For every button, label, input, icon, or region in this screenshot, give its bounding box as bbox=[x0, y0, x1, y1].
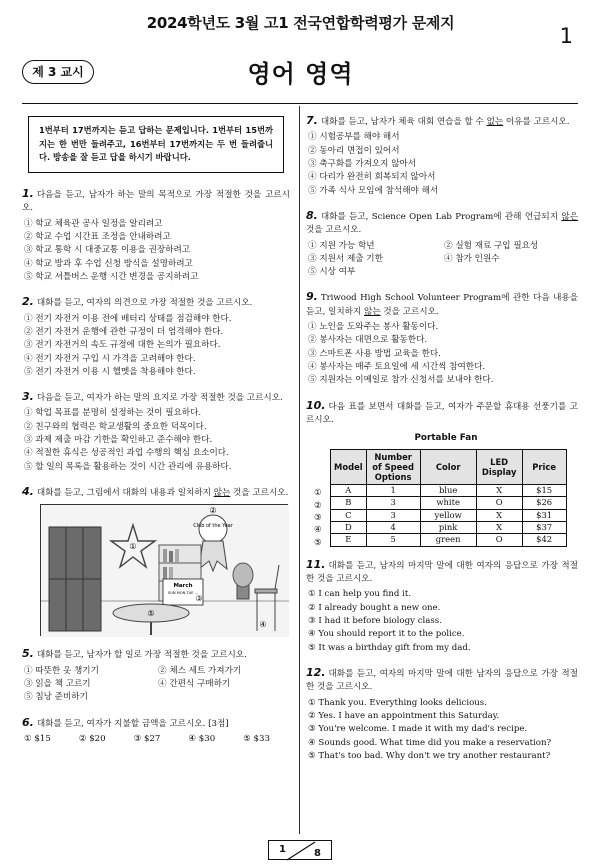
locker-icon bbox=[49, 527, 101, 631]
question-number: 7. bbox=[306, 114, 318, 127]
question-9 bbox=[306, 288, 578, 387]
option[interactable]: ③ $27 bbox=[133, 733, 161, 744]
question-number: 10. bbox=[306, 398, 326, 412]
option[interactable]: ② 전기 자전거 운행에 관한 규정이 더 엄격해야 한다. bbox=[24, 326, 224, 337]
option[interactable]: ③ You're welcome. I made it with my dad's recipe. bbox=[308, 724, 528, 735]
question-text: 대화를 듣고, 남자가 체육 대회 연습을 할 수 bbox=[320, 117, 487, 127]
question-1 bbox=[22, 185, 290, 284]
question-3 bbox=[22, 388, 290, 474]
question-text: 대화를 듣고, 그림에서 대화의 내용과 일치하지 bbox=[36, 488, 214, 498]
question-number: 6. bbox=[22, 715, 34, 729]
fan-table-wrap bbox=[306, 449, 578, 547]
table-mark: ⑤ bbox=[147, 609, 155, 619]
question-number: 1. bbox=[22, 187, 34, 201]
underlined-word: 없는 bbox=[486, 117, 504, 127]
question-number: 4. bbox=[22, 485, 34, 498]
calendar-month: March bbox=[173, 583, 193, 590]
row-option-mark[interactable]: ② bbox=[314, 500, 322, 511]
question-10 bbox=[306, 397, 578, 547]
row-option-mark[interactable]: ③ bbox=[314, 512, 322, 523]
question-text: 대화를 듣고, 여자의 의견으로 가장 적절한 것을 고르시오. bbox=[36, 298, 253, 309]
table-cell: green bbox=[420, 534, 476, 546]
option[interactable]: ④ 전기 자전거 구입 시 가격을 고려해야 한다. bbox=[24, 353, 196, 364]
option[interactable]: ② $20 bbox=[78, 733, 106, 744]
option[interactable]: ① 노인을 도와주는 봉사 활동이다. bbox=[308, 322, 439, 333]
table-cell: O bbox=[476, 534, 522, 546]
question-text: 대화를 듣고, Science Open Lab Program에 관해 언급되지 bbox=[320, 211, 562, 222]
col-header-model: Model bbox=[331, 449, 367, 484]
option[interactable]: ② 친구와의 협력은 학교생활의 중요한 덕목이다. bbox=[24, 421, 207, 432]
option[interactable]: ① Thank you. Everything looks delicious. bbox=[308, 697, 487, 708]
question-number: 5. bbox=[22, 647, 34, 661]
question-text-end: 것을 고르시오. bbox=[230, 488, 289, 498]
option[interactable]: ④ 다리가 완전히 회복되지 않아서 bbox=[308, 172, 436, 183]
row-option-mark[interactable]: ① bbox=[314, 487, 322, 498]
question-8 bbox=[306, 207, 578, 280]
calendar-mark: ③ bbox=[195, 594, 203, 604]
option[interactable]: ① 학업 목표를 분명히 설정하는 것이 필요하다. bbox=[24, 408, 202, 419]
illustration-svg bbox=[41, 505, 289, 637]
option[interactable]: ⑤ 전기 자전거 이용 시 헬멧을 착용해야 한다. bbox=[24, 366, 196, 377]
option[interactable]: ③ 전기 자전거의 속도 규정에 대한 논의가 필요하다. bbox=[24, 340, 221, 351]
question-6 bbox=[22, 714, 290, 747]
right-column bbox=[306, 112, 578, 772]
underlined-word: 않은 bbox=[561, 211, 578, 222]
underlined-word: 않는 bbox=[213, 488, 231, 498]
option[interactable]: ④ 적절한 휴식은 성공적인 과업 수행의 핵심 요소이다. bbox=[24, 448, 229, 459]
option[interactable]: ④ 참가 인원수 bbox=[444, 253, 500, 264]
club-room-illustration bbox=[40, 504, 288, 636]
option[interactable]: ② Yes. I have an appointment this Saturday. bbox=[308, 710, 500, 721]
question-text: 다음을 듣고, 남자가 하는 말의 목적으로 가장 적절한 것을 고르시오. bbox=[22, 190, 290, 214]
section-title: 영어 영역 bbox=[247, 60, 354, 88]
option[interactable]: ③ 지원서 제출 기한 bbox=[308, 253, 383, 264]
table-cell: D bbox=[331, 522, 367, 534]
option[interactable]: ② 봉사자는 대면으로 활동한다. bbox=[308, 335, 428, 346]
row-option-mark[interactable]: ⑤ bbox=[314, 537, 322, 548]
table-cell: $15 bbox=[522, 485, 566, 497]
question-text: 다음을 듣고, 여자가 하는 말의 요지로 가장 적절한 것을 고르시오. bbox=[36, 393, 283, 404]
table-cell: E bbox=[331, 534, 367, 546]
option[interactable]: ④ 학교 방과 후 수업 신청 방식을 설명하려고 bbox=[24, 258, 193, 269]
table-cell: X bbox=[476, 485, 522, 497]
option[interactable]: ① 전기 자전거 이용 전에 배터리 상태를 점검해야 한다. bbox=[24, 313, 232, 324]
table-row[interactable] bbox=[331, 485, 567, 497]
total-pages: 8 bbox=[314, 848, 321, 859]
table-cell: pink bbox=[420, 522, 476, 534]
question-number: 2. bbox=[22, 295, 34, 309]
option[interactable]: ② 체스 세트 가져가기 bbox=[158, 665, 242, 676]
table-cell: white bbox=[420, 497, 476, 509]
option[interactable]: ④ 봉사자는 매주 토요일에 세 시간씩 참여한다. bbox=[308, 362, 486, 372]
option[interactable]: ③ 읽을 책 고르기 bbox=[24, 678, 91, 689]
question-text-end: 것을 고르시오. bbox=[306, 225, 362, 236]
table-cell: $37 bbox=[522, 522, 566, 534]
col-header-led: LED Display bbox=[476, 449, 522, 484]
option[interactable]: ① $15 bbox=[24, 733, 51, 744]
question-number: 11. bbox=[306, 557, 326, 571]
option[interactable]: ② 학교 수업 시간표 조정을 안내하려고 bbox=[24, 232, 171, 242]
col-header-color: Color bbox=[420, 449, 476, 484]
option[interactable]: ④ Sounds good. What time did you make a reservation? bbox=[308, 737, 552, 748]
option[interactable]: ① 시험공부를 해야 해서 bbox=[308, 132, 400, 143]
question-text: 다음 표를 보면서 대화를 듣고, 여자가 주문할 휴대용 선풍기를 고르시오. bbox=[306, 401, 578, 425]
table-cell: O bbox=[476, 497, 522, 509]
option[interactable]: ① 따뜻한 옷 챙기기 bbox=[24, 665, 99, 676]
table-row[interactable] bbox=[331, 522, 567, 534]
col-header-price: Price bbox=[522, 449, 566, 484]
header-rule bbox=[22, 103, 578, 104]
option[interactable]: ① 학교 체육관 공사 일정을 알리려고 bbox=[24, 218, 163, 229]
table-row[interactable] bbox=[331, 509, 567, 521]
col-header-speed: Number of Speed Options bbox=[366, 449, 420, 484]
table-cell: $31 bbox=[522, 509, 566, 521]
option[interactable]: ③ 스마트폰 사용 방법 교육을 한다. bbox=[308, 348, 441, 359]
question-text: 대화를 듣고, 여자가 지불할 금액을 고르시오. [3점] bbox=[36, 718, 229, 729]
table-cell: $26 bbox=[522, 497, 566, 509]
table-cell: B bbox=[331, 497, 367, 509]
option[interactable]: ④ $30 bbox=[188, 733, 216, 744]
option[interactable]: ④ 간편식 구매하기 bbox=[158, 678, 231, 689]
question-5 bbox=[22, 645, 290, 704]
table-cell: $42 bbox=[522, 534, 566, 546]
chair-mark: ④ bbox=[259, 620, 267, 630]
underlined-word: 않는 bbox=[364, 306, 381, 317]
table-cell: 1 bbox=[366, 485, 420, 497]
option[interactable]: ④ You should report it to the police. bbox=[308, 629, 465, 640]
option[interactable]: ③ 과제 제출 마감 기한을 확인하고 준수해야 한다. bbox=[24, 435, 213, 446]
option[interactable]: ② 실험 재료 구입 필요성 bbox=[444, 240, 539, 251]
table-row[interactable] bbox=[331, 534, 567, 546]
option[interactable]: ③ 축구화를 가져오지 않아서 bbox=[308, 158, 417, 169]
table-cell: A bbox=[331, 485, 367, 497]
page-indicator bbox=[268, 840, 332, 860]
question-text-end: 이유를 고르시오. bbox=[503, 117, 570, 127]
option[interactable]: ⑤ 학교 셔틀버스 운행 시간 변경을 공지하려고 bbox=[24, 271, 199, 282]
table-title: Portable Fan bbox=[414, 433, 478, 444]
table-cell: 4 bbox=[366, 522, 420, 534]
question-text: 대화를 듣고, 남자의 마지막 말에 대한 여자의 응답으로 가장 적절한 것을 고르시오. bbox=[306, 560, 578, 585]
star-mark: ① bbox=[129, 542, 137, 552]
option[interactable]: ② I already bought a new one. bbox=[308, 602, 441, 613]
calendar-days: SUN MON TUE ... bbox=[167, 591, 199, 596]
table-row[interactable] bbox=[331, 497, 567, 509]
table-cell: 3 bbox=[366, 509, 420, 521]
question-12 bbox=[306, 664, 578, 763]
row-option-mark[interactable]: ④ bbox=[314, 524, 322, 535]
column-divider bbox=[299, 106, 300, 834]
current-page: 1 bbox=[279, 844, 286, 855]
banner-mark: ② bbox=[209, 506, 217, 516]
table-cell: 5 bbox=[366, 534, 420, 546]
question-text: Triwood High School Volunteer Program에 관한 다음 내용을 듣고, 일치하지 bbox=[306, 293, 578, 317]
banner-label: Club of the Year bbox=[193, 523, 233, 530]
option[interactable]: ① I can help you find it. bbox=[308, 589, 412, 600]
option[interactable]: ⑤ 침낭 준비하기 bbox=[24, 692, 88, 703]
option[interactable]: ⑤ 시상 여부 bbox=[308, 267, 356, 278]
option[interactable]: ⑤ It was a birthday gift from my dad. bbox=[308, 642, 471, 653]
option[interactable]: ⑤ That's too bad. Why don't we try another restaurant? bbox=[308, 750, 551, 761]
page-number: 1 bbox=[559, 24, 573, 48]
option[interactable]: ⑤ 할 일의 목록을 활용하는 것이 시간 관리에 유용하다. bbox=[24, 461, 232, 472]
question-number: 3. bbox=[22, 390, 34, 404]
listening-notice: 1번부터 17번까지는 듣고 답하는 문제입니다. 1번부터 15번까지는 한 번만 들려주고, 16번부터 17번까지는 두 번 들려줍니다. 방송을 잘 듣고 답을 하시기 바랍니다. bbox=[28, 116, 284, 173]
table-header-row bbox=[331, 449, 567, 484]
portable-fan-table bbox=[330, 449, 567, 547]
question-text: 대화를 듣고, 여자의 마지막 말에 대한 남자의 응답으로 가장 적절한 것을 고르시오. bbox=[306, 669, 578, 693]
question-text-end: 것을 고르시오. bbox=[380, 306, 439, 317]
table-cell: 3 bbox=[366, 497, 420, 509]
option[interactable]: ⑤ $33 bbox=[243, 733, 270, 744]
table-cell: X bbox=[476, 509, 522, 521]
option[interactable]: ⑤ 가족 식사 모임에 참석해야 해서 bbox=[308, 185, 439, 196]
question-number: 8. bbox=[306, 208, 318, 222]
table-cell: yellow bbox=[420, 509, 476, 521]
left-column bbox=[22, 112, 290, 755]
option[interactable]: ③ 학교 통학 시 대중교통 이용을 권장하려고 bbox=[24, 245, 191, 256]
question-number: 9. bbox=[306, 290, 318, 304]
option[interactable]: ② 동아리 면접이 있어서 bbox=[308, 145, 400, 156]
table-cell: blue bbox=[420, 485, 476, 497]
question-text: 대화를 듣고, 남자가 할 일로 가장 적절한 것을 고르시오. bbox=[36, 650, 247, 661]
question-7 bbox=[306, 112, 578, 198]
question-2 bbox=[22, 293, 290, 379]
question-4 bbox=[22, 483, 290, 636]
exam-title: 2024학년도 3월 고1 전국연합학력평가 문제지 bbox=[146, 14, 455, 32]
option[interactable]: ⑤ 지원자는 이메일로 참가 신청서를 보내야 한다. bbox=[308, 375, 494, 386]
section-badge: 제 3 교시 bbox=[22, 60, 94, 84]
table-cell: X bbox=[476, 522, 522, 534]
table-cell: C bbox=[331, 509, 367, 521]
option[interactable]: ③ I had it before biology class. bbox=[308, 616, 442, 627]
option[interactable]: ① 지원 가능 학년 bbox=[308, 240, 375, 251]
question-11 bbox=[306, 556, 578, 655]
question-number: 12. bbox=[306, 666, 326, 680]
